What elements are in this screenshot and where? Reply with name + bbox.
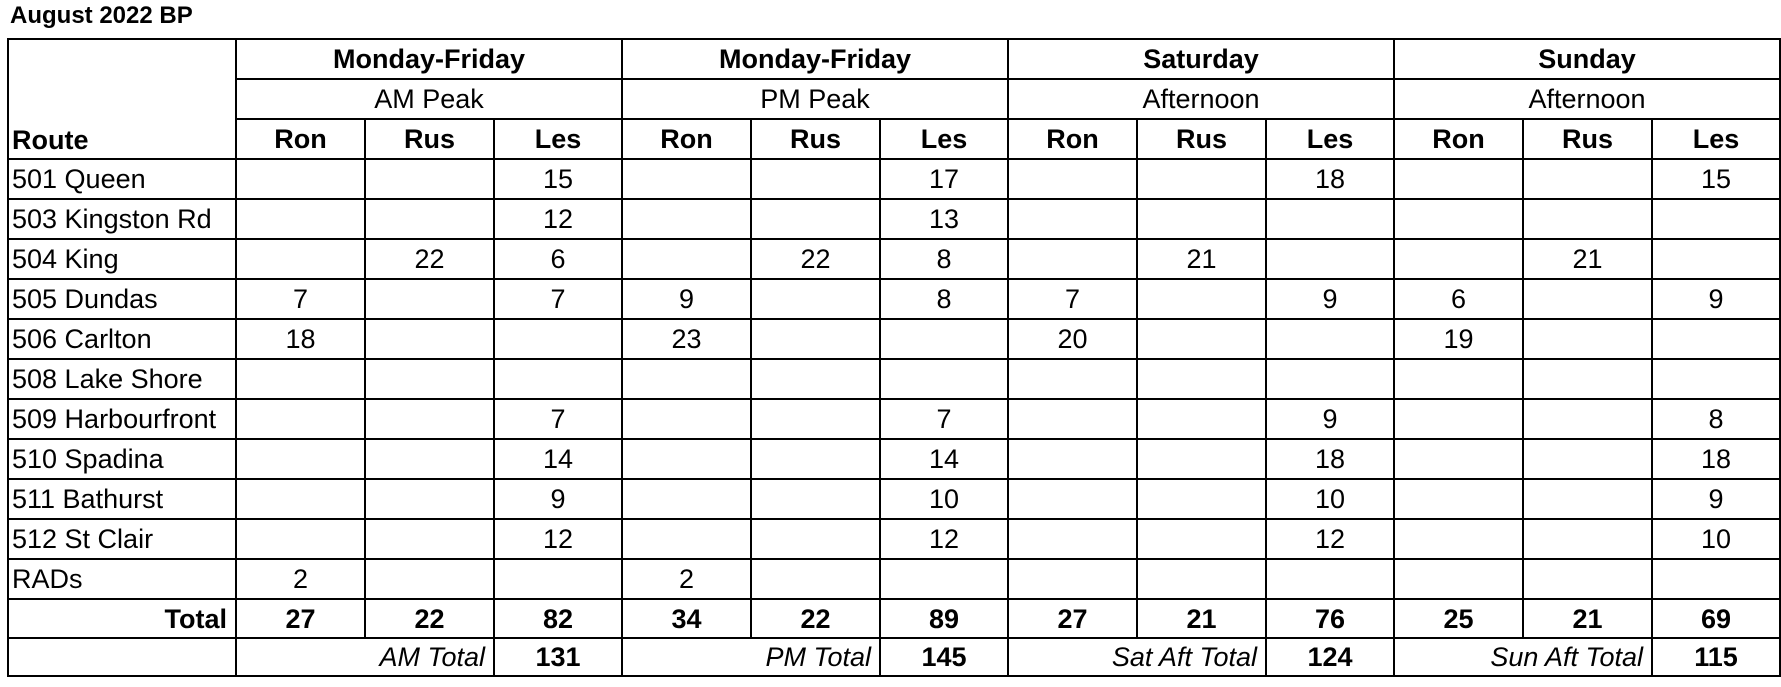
- value-cell: [1523, 439, 1652, 479]
- table-row: [8, 519, 1780, 559]
- period-total-row: [8, 638, 1780, 676]
- value-cell: [494, 559, 622, 599]
- value-cell: 22: [365, 239, 494, 279]
- value-cell: [236, 399, 365, 439]
- value-cell: [751, 439, 880, 479]
- value-cell: [622, 479, 751, 519]
- period-total-value: 124: [1266, 638, 1394, 676]
- day-header: Monday-Friday: [622, 39, 1008, 79]
- value-cell: [1008, 359, 1137, 399]
- value-cell: [365, 359, 494, 399]
- value-cell: [1394, 559, 1523, 599]
- period-total-value: 145: [880, 638, 1008, 676]
- value-cell: 14: [494, 439, 622, 479]
- value-cell: [751, 199, 880, 239]
- value-cell: [1394, 359, 1523, 399]
- sub-header: Ron: [1394, 119, 1523, 159]
- value-cell: [751, 359, 880, 399]
- total-cell: 34: [622, 599, 751, 638]
- value-cell: 2: [236, 559, 365, 599]
- value-cell: [880, 559, 1008, 599]
- value-cell: 10: [1266, 479, 1394, 519]
- time-header: PM Peak: [622, 79, 1008, 119]
- value-cell: [751, 559, 880, 599]
- day-header: Sunday: [1394, 39, 1780, 79]
- value-cell: [1266, 359, 1394, 399]
- total-label: Total: [8, 599, 236, 638]
- route-name: 503 Kingston Rd: [8, 199, 236, 239]
- value-cell: [365, 399, 494, 439]
- total-cell: 21: [1137, 599, 1266, 638]
- value-cell: [751, 399, 880, 439]
- period-total-label: AM Total: [236, 638, 494, 676]
- value-cell: [1008, 159, 1137, 199]
- value-cell: [1137, 279, 1266, 319]
- value-cell: [1266, 239, 1394, 279]
- sub-header: Ron: [236, 119, 365, 159]
- value-cell: [1266, 559, 1394, 599]
- value-cell: [1652, 359, 1780, 399]
- value-cell: 17: [880, 159, 1008, 199]
- value-cell: 23: [622, 319, 751, 359]
- value-cell: [751, 519, 880, 559]
- value-cell: [365, 519, 494, 559]
- value-cell: 12: [494, 199, 622, 239]
- value-cell: [1394, 479, 1523, 519]
- value-cell: 6: [494, 239, 622, 279]
- value-cell: [622, 399, 751, 439]
- value-cell: [236, 519, 365, 559]
- period-total-label: Sat Aft Total: [1008, 638, 1266, 676]
- route-name: 506 Carlton: [8, 319, 236, 359]
- value-cell: [751, 159, 880, 199]
- value-cell: 8: [1652, 399, 1780, 439]
- value-cell: 18: [1266, 159, 1394, 199]
- route-name: 501 Queen: [8, 159, 236, 199]
- route-name: 512 St Clair: [8, 519, 236, 559]
- value-cell: [880, 319, 1008, 359]
- value-cell: [1394, 239, 1523, 279]
- value-cell: [236, 479, 365, 519]
- header-row-days: [8, 39, 1780, 79]
- total-cell: 27: [236, 599, 365, 638]
- value-cell: 10: [880, 479, 1008, 519]
- value-cell: [1137, 399, 1266, 439]
- route-name: 504 King: [8, 239, 236, 279]
- sub-header: Les: [1266, 119, 1394, 159]
- table-row: [8, 479, 1780, 519]
- value-cell: [1523, 279, 1652, 319]
- value-cell: 15: [1652, 159, 1780, 199]
- value-cell: 7: [1008, 279, 1137, 319]
- value-cell: 9: [494, 479, 622, 519]
- value-cell: [1137, 359, 1266, 399]
- sub-header: Rus: [1523, 119, 1652, 159]
- value-cell: [1008, 519, 1137, 559]
- value-cell: [365, 159, 494, 199]
- value-cell: [1137, 199, 1266, 239]
- value-cell: 18: [236, 319, 365, 359]
- value-cell: [1008, 399, 1137, 439]
- time-header: AM Peak: [236, 79, 622, 119]
- value-cell: 19: [1394, 319, 1523, 359]
- value-cell: [880, 359, 1008, 399]
- value-cell: 13: [880, 199, 1008, 239]
- value-cell: 20: [1008, 319, 1137, 359]
- table-row: [8, 359, 1780, 399]
- value-cell: 14: [880, 439, 1008, 479]
- value-cell: 7: [880, 399, 1008, 439]
- value-cell: [622, 159, 751, 199]
- period-total-value: 131: [494, 638, 622, 676]
- value-cell: [236, 159, 365, 199]
- value-cell: 10: [1652, 519, 1780, 559]
- value-cell: [1523, 519, 1652, 559]
- schedule-table: [7, 38, 1781, 677]
- time-header: Afternoon: [1008, 79, 1394, 119]
- sub-header: Rus: [365, 119, 494, 159]
- value-cell: 22: [751, 239, 880, 279]
- value-cell: [365, 319, 494, 359]
- time-header: Afternoon: [1394, 79, 1780, 119]
- value-cell: [365, 439, 494, 479]
- value-cell: 21: [1523, 239, 1652, 279]
- route-name: 509 Harbourfront: [8, 399, 236, 439]
- value-cell: [1137, 519, 1266, 559]
- route-name: 510 Spadina: [8, 439, 236, 479]
- value-cell: [236, 439, 365, 479]
- value-cell: 12: [494, 519, 622, 559]
- value-cell: [494, 359, 622, 399]
- value-cell: [1137, 439, 1266, 479]
- day-header: Saturday: [1008, 39, 1394, 79]
- value-cell: [751, 279, 880, 319]
- value-cell: [365, 559, 494, 599]
- value-cell: [1652, 199, 1780, 239]
- value-cell: 9: [622, 279, 751, 319]
- value-cell: [751, 319, 880, 359]
- value-cell: [365, 279, 494, 319]
- value-cell: 15: [494, 159, 622, 199]
- value-cell: [1008, 559, 1137, 599]
- value-cell: 2: [622, 559, 751, 599]
- value-cell: [622, 439, 751, 479]
- table-row: [8, 159, 1780, 199]
- value-cell: [1008, 479, 1137, 519]
- total-cell: 27: [1008, 599, 1137, 638]
- value-cell: 21: [1137, 239, 1266, 279]
- sub-header: Rus: [751, 119, 880, 159]
- period-total-label: Sun Aft Total: [1394, 638, 1652, 676]
- route-name: 505 Dundas: [8, 279, 236, 319]
- empty-cell: [8, 638, 236, 676]
- value-cell: [1137, 159, 1266, 199]
- total-cell: 22: [751, 599, 880, 638]
- value-cell: 9: [1266, 399, 1394, 439]
- value-cell: 12: [1266, 519, 1394, 559]
- sub-header: Ron: [622, 119, 751, 159]
- sub-header: Rus: [1137, 119, 1266, 159]
- value-cell: [1523, 159, 1652, 199]
- sheet-title: August 2022 BP: [10, 2, 193, 29]
- value-cell: [1266, 319, 1394, 359]
- value-cell: [751, 479, 880, 519]
- day-header: Monday-Friday: [236, 39, 622, 79]
- value-cell: [1523, 399, 1652, 439]
- table-row: [8, 239, 1780, 279]
- value-cell: [1137, 559, 1266, 599]
- value-cell: [1394, 439, 1523, 479]
- value-cell: [236, 199, 365, 239]
- value-cell: [1523, 359, 1652, 399]
- table-row: [8, 439, 1780, 479]
- value-cell: 18: [1266, 439, 1394, 479]
- value-cell: [1652, 559, 1780, 599]
- period-total-label: PM Total: [622, 638, 880, 676]
- value-cell: [1008, 239, 1137, 279]
- value-cell: [1137, 319, 1266, 359]
- header-row-times: [8, 79, 1780, 119]
- total-cell: 25: [1394, 599, 1523, 638]
- value-cell: [1394, 199, 1523, 239]
- total-cell: 69: [1652, 599, 1780, 638]
- value-cell: [236, 239, 365, 279]
- value-cell: [236, 359, 365, 399]
- total-cell: 82: [494, 599, 622, 638]
- value-cell: [1137, 479, 1266, 519]
- total-cell: 76: [1266, 599, 1394, 638]
- value-cell: [365, 479, 494, 519]
- value-cell: 18: [1652, 439, 1780, 479]
- route-name: RADs: [8, 559, 236, 599]
- total-cell: 89: [880, 599, 1008, 638]
- route-header: Route: [8, 39, 236, 159]
- table-row: [8, 559, 1780, 599]
- table-row: [8, 279, 1780, 319]
- value-cell: [1523, 559, 1652, 599]
- value-cell: [365, 199, 494, 239]
- value-cell: 9: [1266, 279, 1394, 319]
- sub-header: Les: [880, 119, 1008, 159]
- value-cell: [622, 239, 751, 279]
- value-cell: [622, 519, 751, 559]
- sub-header: Ron: [1008, 119, 1137, 159]
- sub-header: Les: [1652, 119, 1780, 159]
- route-name: 508 Lake Shore: [8, 359, 236, 399]
- value-cell: [494, 319, 622, 359]
- period-total-value: 115: [1652, 638, 1780, 676]
- value-cell: [1394, 519, 1523, 559]
- value-cell: [1652, 239, 1780, 279]
- value-cell: [1394, 159, 1523, 199]
- value-cell: 12: [880, 519, 1008, 559]
- value-cell: 9: [1652, 279, 1780, 319]
- table-row: [8, 399, 1780, 439]
- table-row: [8, 319, 1780, 359]
- value-cell: [622, 199, 751, 239]
- value-cell: [1523, 479, 1652, 519]
- value-cell: [1523, 199, 1652, 239]
- value-cell: 7: [494, 399, 622, 439]
- value-cell: 7: [236, 279, 365, 319]
- table-row: [8, 199, 1780, 239]
- value-cell: [1266, 199, 1394, 239]
- value-cell: [1523, 319, 1652, 359]
- value-cell: [1008, 199, 1137, 239]
- value-cell: 8: [880, 239, 1008, 279]
- value-cell: 6: [1394, 279, 1523, 319]
- value-cell: [1008, 439, 1137, 479]
- value-cell: [1394, 399, 1523, 439]
- total-row: [8, 599, 1780, 638]
- value-cell: 9: [1652, 479, 1780, 519]
- total-cell: 22: [365, 599, 494, 638]
- sub-header: Les: [494, 119, 622, 159]
- value-cell: 8: [880, 279, 1008, 319]
- value-cell: [1652, 319, 1780, 359]
- value-cell: [622, 359, 751, 399]
- total-cell: 21: [1523, 599, 1652, 638]
- value-cell: 7: [494, 279, 622, 319]
- header-row-sub: [8, 119, 1780, 159]
- route-name: 511 Bathurst: [8, 479, 236, 519]
